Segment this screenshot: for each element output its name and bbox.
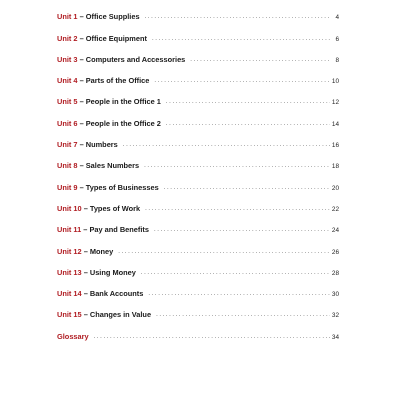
page-number: 10 [331, 78, 339, 86]
toc-entry-unit-3[interactable] [57, 43, 339, 64]
page-number: 4 [335, 14, 339, 22]
title-separator: – [81, 225, 90, 235]
title-separator: – [77, 140, 86, 150]
unit-number: Unit 1 [57, 12, 78, 22]
unit-name: Types of Work [89, 203, 141, 213]
unit-number: Unit 15 [57, 310, 82, 320]
toc-entry-title [57, 332, 89, 341]
title-separator: – [81, 289, 90, 299]
title-separator: – [77, 54, 86, 64]
title-separator: – [77, 161, 86, 171]
title-separator: – [81, 203, 90, 213]
page-number: 26 [331, 248, 339, 256]
unit-number: Unit 3 [57, 54, 78, 64]
unit-number: Unit 7 [57, 140, 78, 150]
toc-entry-title [57, 140, 118, 149]
page-number: 32 [331, 312, 339, 320]
toc-entry-title [57, 183, 159, 192]
toc-entry-unit-11[interactable] [57, 213, 339, 234]
unit-name: Office Equipment [85, 33, 147, 43]
toc-entry-unit-9[interactable] [57, 170, 339, 191]
leader-dots [156, 312, 330, 318]
toc-entry-unit-13[interactable] [57, 256, 339, 277]
unit-name: Numbers [85, 140, 118, 150]
unit-name: People in the Office 2 [85, 118, 161, 128]
title-separator: – [77, 118, 86, 128]
table-of-contents [57, 0, 339, 341]
toc-entry-title [57, 289, 143, 298]
leader-dots [145, 206, 330, 212]
unit-number: Unit 6 [57, 118, 78, 128]
toc-entry-title [57, 310, 151, 319]
leader-dots [190, 57, 331, 63]
leader-dots [166, 99, 330, 105]
unit-number: Unit 12 [57, 246, 82, 256]
leader-dots [123, 142, 330, 148]
page-number: 12 [331, 99, 339, 107]
leader-dots [141, 270, 330, 276]
title-separator: – [77, 182, 86, 192]
page-number: 22 [331, 205, 339, 213]
page-number: 8 [335, 56, 339, 64]
unit-name: Pay and Benefits [89, 225, 150, 235]
unit-number: Unit 10 [57, 203, 82, 213]
unit-name: Changes in Value [89, 310, 152, 320]
unit-name: Sales Numbers [85, 161, 140, 171]
unit-name: Money [89, 246, 114, 256]
unit-name: Bank Accounts [89, 289, 144, 299]
unit-number: Unit 8 [57, 161, 78, 171]
toc-entry-title [57, 119, 161, 128]
page-number: 24 [331, 227, 339, 235]
page-number: 34 [331, 333, 339, 341]
unit-name: People in the Office 1 [85, 97, 161, 107]
toc-entry-title [57, 12, 140, 21]
toc-entry-unit-8[interactable] [57, 149, 339, 170]
page-number: 18 [331, 163, 339, 171]
leader-dots [164, 185, 330, 191]
unit-number: Unit 11 [57, 225, 82, 235]
leader-dots [94, 334, 330, 340]
toc-entry-unit-12[interactable] [57, 234, 339, 255]
toc-entry-unit-1[interactable] [57, 0, 339, 21]
toc-entry-title [57, 34, 147, 43]
unit-number: Unit 14 [57, 289, 82, 299]
toc-entry-title [57, 55, 185, 64]
leader-dots [166, 121, 330, 127]
page-number: 20 [331, 184, 339, 192]
unit-number: Unit 2 [57, 33, 78, 43]
unit-name: Computers and Accessories [85, 54, 186, 64]
title-separator: – [77, 76, 86, 86]
toc-entry-title [57, 76, 149, 85]
unit-number: Unit 5 [57, 97, 78, 107]
leader-dots [118, 249, 330, 255]
leader-dots [148, 291, 330, 297]
unit-number: Unit 4 [57, 76, 78, 86]
page-number: 6 [335, 35, 339, 43]
toc-entry-glossary[interactable] [57, 319, 339, 340]
toc-entry-title [57, 97, 161, 106]
toc-entry-unit-15[interactable] [57, 298, 339, 319]
glossary-label: Glossary [57, 331, 89, 341]
title-separator: – [81, 267, 90, 277]
leader-dots [144, 163, 330, 169]
toc-entry-unit-4[interactable] [57, 64, 339, 85]
unit-name: Office Supplies [85, 12, 140, 22]
toc-entry-unit-10[interactable] [57, 192, 339, 213]
leader-dots [145, 14, 331, 20]
leader-dots [154, 78, 329, 84]
title-separator: – [81, 310, 90, 320]
title-separator: – [77, 33, 86, 43]
toc-entry-title [57, 247, 113, 256]
unit-name: Types of Businesses [85, 182, 159, 192]
unit-name: Parts of the Office [85, 76, 150, 86]
toc-entry-title [57, 161, 139, 170]
unit-number: Unit 9 [57, 182, 78, 192]
title-separator: – [77, 97, 86, 107]
toc-entry-unit-2[interactable] [57, 21, 339, 42]
page-number: 16 [331, 142, 339, 150]
page-number: 30 [331, 291, 339, 299]
toc-entry-unit-6[interactable] [57, 106, 339, 127]
toc-entry-unit-5[interactable] [57, 85, 339, 106]
leader-dots [152, 36, 331, 42]
toc-entry-title [57, 268, 136, 277]
page-number: 14 [331, 120, 339, 128]
toc-entry-title [57, 225, 149, 234]
page-number: 28 [331, 269, 339, 277]
unit-name: Using Money [89, 267, 136, 277]
title-separator: – [77, 12, 86, 22]
unit-number: Unit 13 [57, 267, 82, 277]
title-separator: – [81, 246, 90, 256]
toc-entry-title [57, 204, 140, 213]
leader-dots [154, 227, 330, 233]
toc-entry-unit-7[interactable] [57, 128, 339, 149]
toc-entry-unit-14[interactable] [57, 277, 339, 298]
